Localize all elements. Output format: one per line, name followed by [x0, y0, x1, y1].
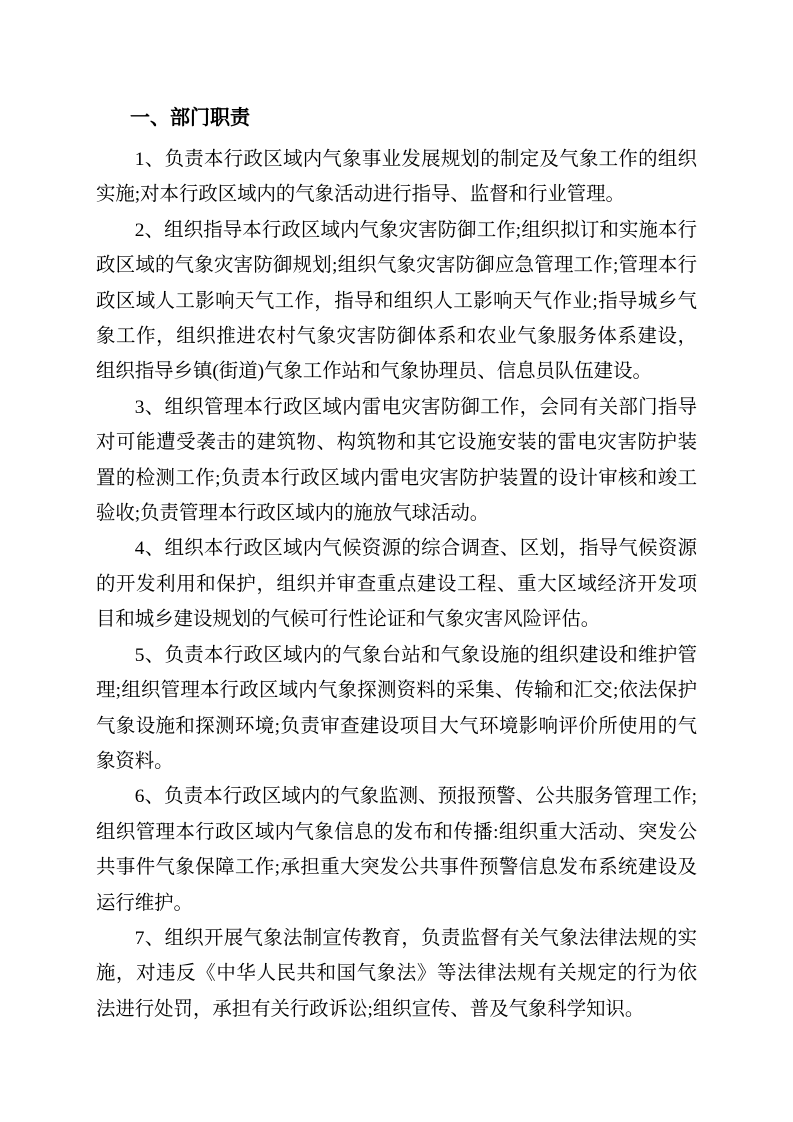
paragraph-duty-3: 3、组织管理本行政区域内雷电灾害防御工作，会同有关部门指导对可能遭受袭击的建筑物、构筑物和其它设施安装的雷电灾害防护装置的检测工作;负责本行政区域内雷电灾害防护装置的设计审核和竣工验收;负责管理本行政区域内的施放气球活动。 [96, 396, 697, 525]
paragraph-duty-5: 5、负责本行政区域内的气象台站和气象设施的组织建设和维护管理;组织管理本行政区域内气象探测资料的采集、传输和汇交;依法保护气象设施和探测环境;负责审查建设项目大气环境影响评价所使用的气象资料。 [96, 644, 697, 772]
document-content [96, 104, 697, 1027]
paragraph-duty-7: 7、组织开展气象法制宣传教育，负责监督有关气象法律法规的实施，对违反《中华人民共和国气象法》等法律法规有关规定的行为依法进行处罚，承担有关行政诉讼;组织宣传、普及气象科学知识。 [96, 927, 697, 1020]
paragraph-duty-1: 1、负责本行政区域内气象事业发展规划的制定及气象工作的组织实施;对本行政区域内的气象活动进行指导、监督和行业管理。 [96, 149, 697, 206]
paragraph-duty-6: 6、负责本行政区域内的气象监测、预报预警、公共服务管理工作;组织管理本行政区域内气象信息的发布和传播:组织重大活动、突发公共事件气象保障工作;承担重大突发公共事件预警信息发布系统建设及运行维护。 [96, 786, 697, 914]
paragraph-duty-2: 2、组织指导本行政区域内气象灾害防御工作;组织拟订和实施本行政区域的气象灾害防御规划;组织气象灾害防御应急管理工作;管理本行政区域人工影响天气工作，指导和组织人工影响天气作业;指导城乡气象工作，组织推进农村气象灾害防御体系和农业气象服务体系建设，组织指导乡镇(街道)气象工作站和气象协理员、信息员队伍建设。 [96, 219, 697, 383]
paragraph-duty-4: 4、组织本行政区域内气候资源的综合调查、区划，指导气候资源的开发利用和保护，组织并审查重点建设工程、重大区域经济开发项目和城乡建设规划的气候可行性论证和气象灾害风险评估。 [96, 538, 697, 631]
section-heading: 一、部门职责 [130, 107, 250, 129]
